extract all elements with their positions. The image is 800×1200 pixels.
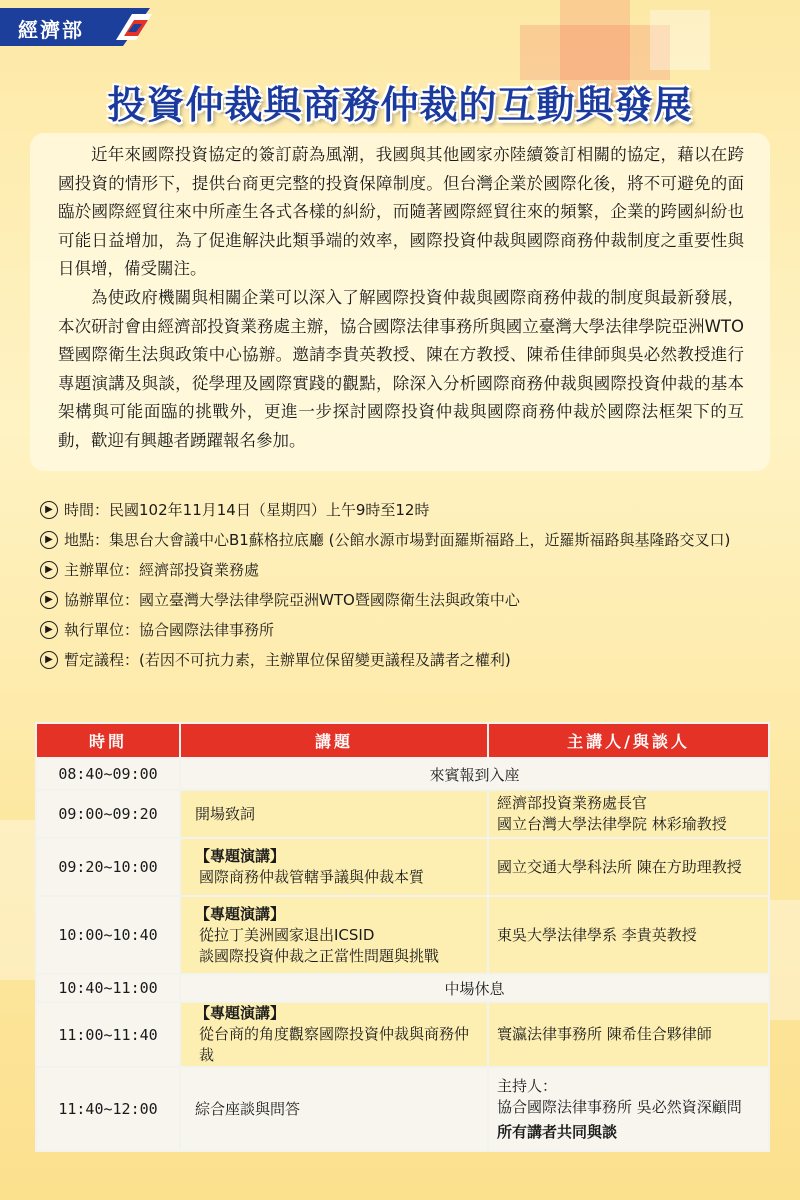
row-time: 10:00~10:40 xyxy=(37,897,179,973)
table-row xyxy=(37,791,768,837)
header-speaker: 主講人/與談人 xyxy=(489,724,768,757)
event-info xyxy=(40,495,770,675)
info-executor: ▶ 執行單位： 協合國際法律事務所 xyxy=(40,615,770,645)
row-time: 08:40~09:00 xyxy=(37,759,179,789)
row-topic: 【專題演講】 國際商務仲裁管轄爭議與仲裁本質 xyxy=(181,839,487,895)
row-speaker: 寰瀛法律事務所 陳希佳合夥律師 xyxy=(489,1003,768,1066)
arrow-circle-icon: ▶ xyxy=(40,531,58,549)
intro-paragraph: 為使政府機關與相關企業可以深入了解國際投資仲裁與國際商務仲裁的制度與最新發展，本次研討會由經濟部投資業務處主辦，協合國際法律事務所與國立臺灣大學法律學院亞洲WTO暨國際衛生法與政策中心協辦。邀請李貴英教授、陳在方教授、陳希佳律師與吳必然教授進行專題演講及與談，從學理及國際實踐的觀點，除深入分析國際商務仲裁與國際投資仲裁的基本架構與可能面臨的挑戰外，更進一步探討國際投資仲裁與國際商務仲裁於國際法框架下的互動，歡迎有興趣者踴躍報名參加。 xyxy=(58,287,744,450)
row-topic: 開場致詞 xyxy=(181,791,487,837)
arrow-circle-icon: ▶ xyxy=(40,501,58,519)
row-speaker: 主持人： 協合國際法律事務所 吳必然資深顧問 所有講者共同與談 xyxy=(489,1068,768,1150)
row-time: 11:00~11:40 xyxy=(37,1003,179,1066)
row-speaker: 東吳大學法律學系 李貴英教授 xyxy=(489,897,768,973)
ministry-name: 經濟部 xyxy=(18,18,84,42)
arrow-circle-icon: ▶ xyxy=(40,651,58,669)
row-topic: 綜合座談與問答 xyxy=(181,1068,487,1150)
header-time: 時間 xyxy=(37,724,179,757)
schedule-header-row xyxy=(37,724,768,757)
intro-paragraph: 近年來國際投資協定的簽訂蔚為風潮，我國與其他國家亦陸續簽訂相關的協定，藉以在跨國投資的情形下，提供台商更完整的投資保障制度。但台灣企業於國際化後，將不可避免的面臨於國際經貿往來中所產生各式各樣的糾紛，而隨著國際經貿往來的頻繁，企業的跨國糾紛也可能日益增加，為了促進解決此類爭端的效率，國際投資仲裁與國際商務仲裁制度之重要性與日俱增，備受關注。 xyxy=(58,145,744,279)
row-topic: 【專題演講】 從拉丁美洲國家退出ICSID 談國際投資仲裁之正當性問題與挑戰 xyxy=(181,897,487,973)
table-row xyxy=(37,975,768,1001)
row-span: 中場休息 xyxy=(181,975,768,1001)
row-speaker: 國立交通大學科法所 陳在方助理教授 xyxy=(489,839,768,895)
row-span: 來賓報到入座 xyxy=(181,759,768,789)
row-time: 11:40~12:00 xyxy=(37,1068,179,1150)
intro-box xyxy=(30,133,770,471)
info-agenda: ▶ 暫定議程： (若因不可抗力素，主辦單位保留變更議程及講者之權利) xyxy=(40,645,770,675)
info-time: ▶ 時間： 民國102年11月14日（星期四）上午9時至12時 xyxy=(40,495,770,525)
table-row xyxy=(37,839,768,895)
table-row xyxy=(37,897,768,973)
table-row xyxy=(37,1068,768,1150)
table-row xyxy=(37,1003,768,1066)
row-speaker: 經濟部投資業務處長官 國立台灣大學法律學院 林彩瑜教授 xyxy=(489,791,768,837)
row-topic: 【專題演講】 從台商的角度觀察國際投資仲裁與商務仲裁 xyxy=(181,1003,487,1066)
header-topic: 講題 xyxy=(181,724,487,757)
page-title: 投資仲裁與商務仲裁的互動與發展 xyxy=(107,82,693,127)
row-time: 09:00~09:20 xyxy=(37,791,179,837)
arrow-circle-icon: ▶ xyxy=(40,591,58,609)
ministry-logo-icon xyxy=(112,10,156,44)
schedule-table xyxy=(35,722,770,1152)
row-time: 10:40~11:00 xyxy=(37,975,179,1001)
row-time: 09:20~10:00 xyxy=(37,839,179,895)
info-location: ▶ 地點： 集思台大會議中心B1蘇格拉底廳 (公館水源市場對面羅斯福路上，近羅斯福路與基隆路交叉口) xyxy=(40,525,770,555)
info-co-organizer: ▶ 協辦單位： 國立臺灣大學法律學院亞洲WTO暨國際衛生法與政策中心 xyxy=(40,585,770,615)
top-bar xyxy=(0,0,800,60)
arrow-circle-icon: ▶ xyxy=(40,561,58,579)
table-row xyxy=(37,759,768,789)
info-organizer: ▶ 主辦單位： 經濟部投資業務處 xyxy=(40,555,770,585)
arrow-circle-icon: ▶ xyxy=(40,621,58,639)
